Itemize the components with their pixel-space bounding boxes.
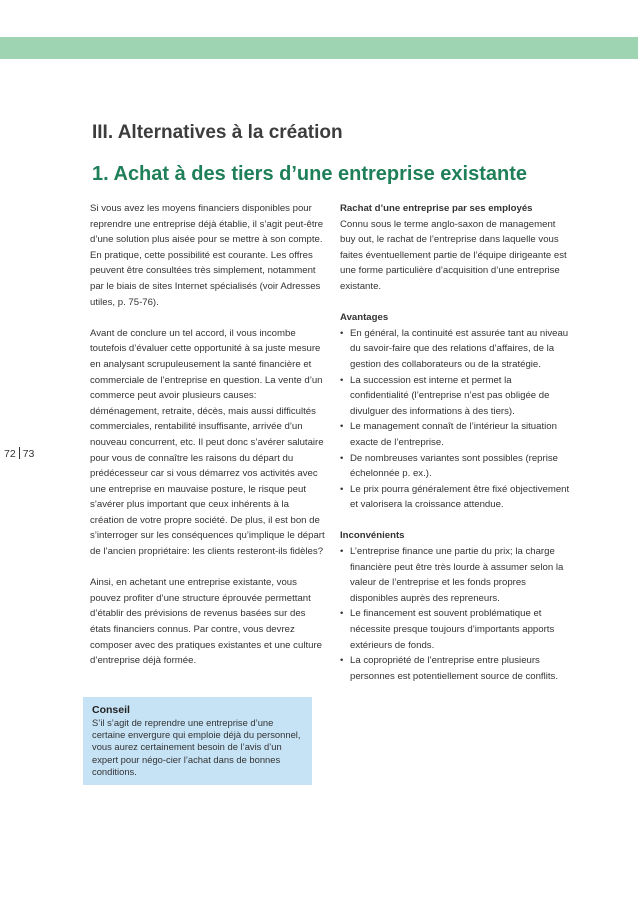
header-color-band (0, 37, 638, 59)
list-item: • La copropriété de l’entreprise entre plusieurs personnes est potentiellement source de conflits. (340, 653, 570, 684)
conseil-title: Conseil (92, 704, 130, 716)
list-item: • Le financement est souvent problématique et nécessite presque toujours d’importants apports extérieurs de fonds. (340, 606, 570, 653)
list-item: • Le prix pourra généralement être fixé objectivement et valorisera la croissance attendue. (340, 482, 570, 513)
chapter-title: 1. Achat à des tiers d’une entreprise existante (92, 163, 527, 185)
list-item: • L’entreprise finance une partie du prix; la charge financière peut être très lourde à assumer selon la valeur de l’entreprise et les fonds propres disponibles auprès des repreneurs. (340, 544, 570, 606)
list-item: • Le management connaît de l’intérieur la situation exacte de l’entreprise. (340, 419, 570, 450)
page-number-left: 72 (4, 448, 16, 460)
page-numbers (4, 447, 34, 460)
mbo-heading: Rachat d’une entreprise par ses employés (340, 203, 533, 214)
advantages-heading: Avantages (340, 312, 389, 324)
conseil-box (83, 697, 312, 785)
disadvantages-heading: Inconvénients (340, 530, 405, 542)
list-item: • En général, la continuité est assurée tant au niveau du savoir-faire que des relations d’affaires, de la gestion des collaborateurs ou de la stratégie. (340, 326, 570, 373)
left-paragraph-3: Ainsi, en achetant une entreprise existante, vous pouvez profiter d’une structure éprouvée permettant d’établir des prévisions de revenus basées sur des états financiers connus. Par contre, vous devrez composer avec des pratiques existantes et une culture d’entreprise déjà formée. (90, 577, 322, 667)
page-number-separator (19, 447, 20, 459)
conseil-body: S’il s’agit de reprendre une entreprise d’une certaine envergure qui emploie déjà du personnel, vous aurez certainement besoin de l’avis d’un expert pour négo-cier l’achat dans de bonnes conditions. (92, 717, 301, 777)
left-column (90, 201, 325, 684)
advantages-list (340, 326, 570, 513)
mbo-intro: Connu sous le terme anglo-saxon de management buy out, le rachat de l’entreprise dans laquelle vous faites éventuellement partie de l’équipe dirigeante est une forme particulière d’acquisition d’une entreprise existante. (340, 218, 567, 292)
page-number-right: 73 (22, 448, 35, 460)
right-column (340, 201, 570, 700)
list-item: • De nombreuses variantes sont possibles (reprise échelonnée p. ex.). (340, 451, 570, 482)
disadvantages-list (340, 544, 570, 684)
left-paragraph-1: Si vous avez les moyens financiers disponibles pour reprendre une entreprise déjà établie, il s’agit peut-être d’une solution plus aisée pour se mettre à son compte. En pratique, cette possibilité est courante. Les offres peuvent être consultées très simplement, notamment par le biais de sites Internet spécialisés (voir Adresses utiles, p. 75-76). (90, 203, 324, 308)
list-item: • La succession est interne et permet la confidentialité (l’entreprise n’est pas obligée de divulguer des informations à des tiers). (340, 373, 570, 420)
left-paragraph-2: Avant de conclure un tel accord, il vous incombe toutefois d’évaluer cette opportunité à sa juste mesure en analysant scrupuleusement la santé financière et commerciale de l’entreprise en question. La vente d’un commerce peut avoir plusieurs causes: déménagement, retraite, décès, mais aussi difficultés commerciales, rentabilité insuffisante, arrivée d’un nouveau concurrent, etc. Il peut donc s’avérer salutaire pour vous de connaître les raisons du départ du prédécesseur car si vous démarrez vos activités avec une entreprise en mauvaise posture, le risque peut s’avérer plus important que ceux inhérents à la création de votre propre société. De plus, il est bon de s’interroger sur les conséquences qu’implique le départ de l’ancien propriétaire: les clients resteront-ils fidèles? (90, 327, 325, 558)
section-title: III. Alternatives à la création (92, 122, 343, 143)
